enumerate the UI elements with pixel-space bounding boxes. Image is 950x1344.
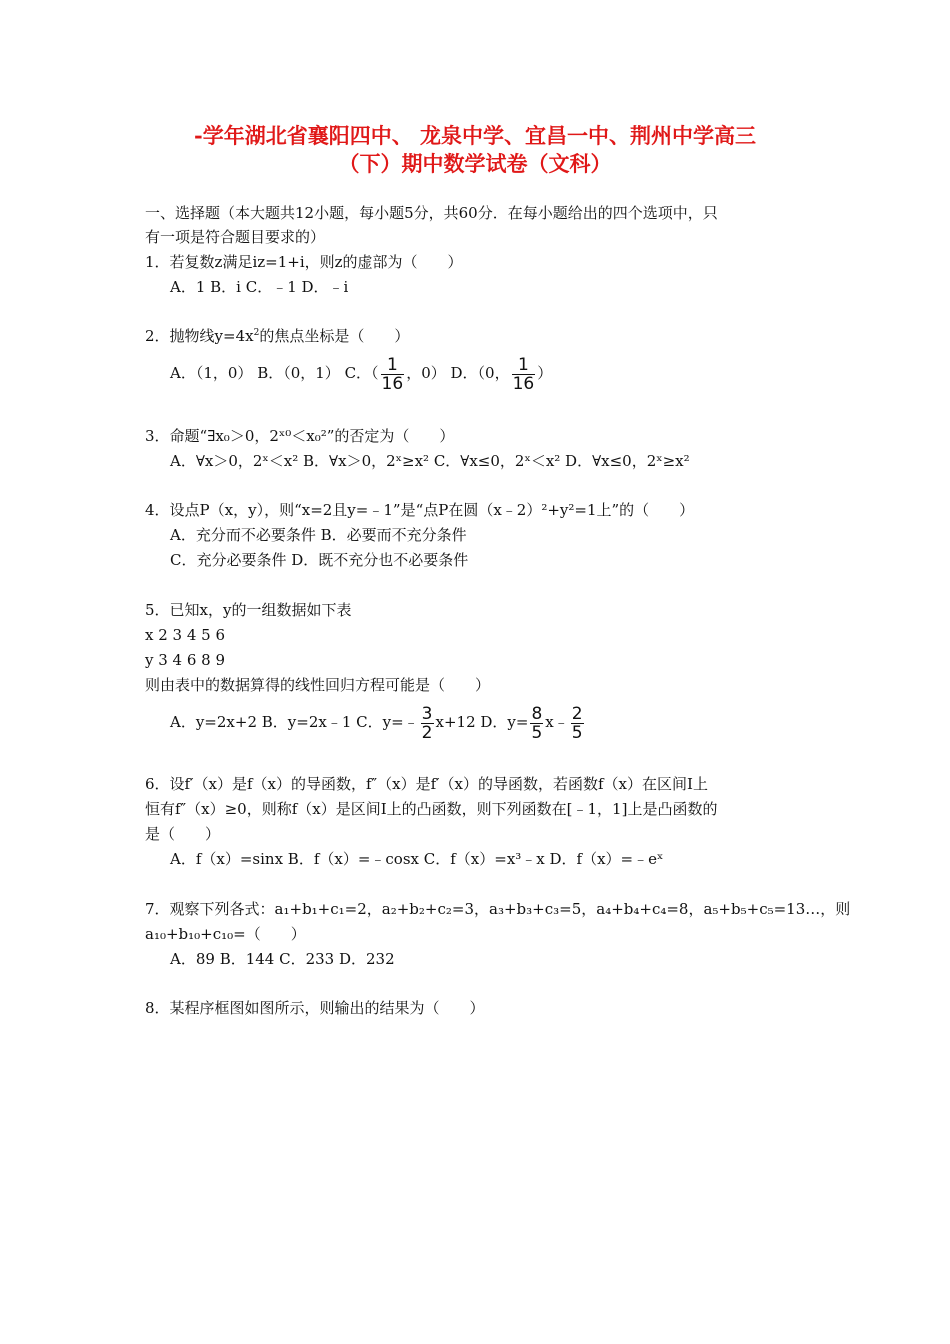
question-7-line1: 7．观察下列各式：a₁+b₁+c₁=2，a₂+b₂+c₂=3，a₃+b₃+c₃=5，a₄+b₄+c₄=8，a₅+b₅+c₅=13…，则 bbox=[145, 900, 851, 918]
question-8-stem: 8．某程序框图如图所示，则输出的结果为（ ） bbox=[145, 999, 485, 1017]
fraction-option-d: $\frac{1}{16}$ bbox=[512, 354, 535, 394]
question-5-row-x: x 2 3 4 5 6 bbox=[145, 626, 226, 644]
section-heading-line2: 有一项是符合题目要求的） bbox=[145, 228, 326, 246]
question-4-options-row1: A．充分而不必要条件 B．必要而不充分条件 bbox=[170, 526, 467, 544]
exam-title-line2: （下）期中数学试卷（文科） bbox=[338, 151, 612, 176]
question-6-line3: 是（ ） bbox=[145, 825, 221, 843]
question-6-line2: 恒有f″（x）≥0，则称f（x）是区间I上的凸函数，则下列函数在[﹣1，1]上是凸函数的 bbox=[145, 800, 718, 818]
question-3-stem: 3．命题“∃x₀＞0，2ˣ⁰＜x₀²”的否定为（ ） bbox=[145, 427, 455, 445]
question-2-options: A．（1，0） B．（0，1） C．（ $\frac{1}{16}$ ，0） D．（0， $\frac{1}{16}$ ） bbox=[170, 354, 553, 394]
question-4-options-row2: C．充分必要条件 D．既不充分也不必要条件 bbox=[170, 551, 469, 569]
exam-title-line1: -学年湖北省襄阳四中、 龙泉中学、宜昌一中、荆州中学高三 bbox=[193, 123, 757, 148]
question-6-line1: 6．设f′（x）是f（x）的导函数，f″（x）是f′（x）的导函数，若函数f（x）在区间I上 bbox=[145, 775, 708, 793]
question-1-options: A．1 B．i C．﹣1 D．﹣i bbox=[170, 278, 349, 296]
question-5-stem: 5．已知x，y的一组数据如下表 bbox=[145, 601, 352, 619]
question-7-options: A．89 B．144 C．233 D．232 bbox=[170, 950, 395, 968]
question-5-options: A．y=2x+2 B．y=2x﹣1 C．y=﹣ $\frac{3}{2}$ x+12 D．y= $\frac{8}{5}$ x﹣ $\frac{2}{5}$ bbox=[170, 703, 583, 743]
fraction-option-d2: $\frac{2}{5}$ bbox=[571, 703, 583, 743]
question-4-stem: 4．设点P（x，y），则“x=2且y=﹣1”是“点P在圆（x﹣2）²+y²=1上”的（ ） bbox=[145, 501, 695, 519]
question-5-question: 则由表中的数据算得的线性回归方程可能是（ ） bbox=[145, 676, 491, 694]
section-heading-line1: 一、选择题（本大题共12小题，每小题5分，共60分．在每小题给出的四个选项中，只 bbox=[145, 204, 718, 222]
question-5-row-y: y 3 4 6 8 9 bbox=[145, 651, 226, 669]
fraction-option-c: $\frac{3}{2}$ bbox=[421, 703, 433, 743]
question-1-stem: 1．若复数z满足iz=1+i，则z的虚部为（ ） bbox=[145, 253, 463, 271]
question-7-line2: a₁₀+b₁₀+c₁₀=（ ） bbox=[145, 925, 306, 943]
question-2-stem: 2．抛物线$y=4x^2$的焦点坐标是（ ） bbox=[145, 327, 410, 345]
question-6-options: A．f（x）=sinx B．f（x）=﹣cosx C．f（x）=x³﹣x D．f（x）=﹣eˣ bbox=[170, 850, 664, 868]
fraction-option-d1: $\frac{8}{5}$ bbox=[531, 703, 543, 743]
fraction-option-c: $\frac{1}{16}$ bbox=[381, 354, 404, 394]
question-3-options: A．∀x＞0，2ˣ＜x² B．∀x＞0，2ˣ≥x² C．∀x≤0，2ˣ＜x² D．∀x≤0，2ˣ≥x² bbox=[170, 452, 690, 470]
